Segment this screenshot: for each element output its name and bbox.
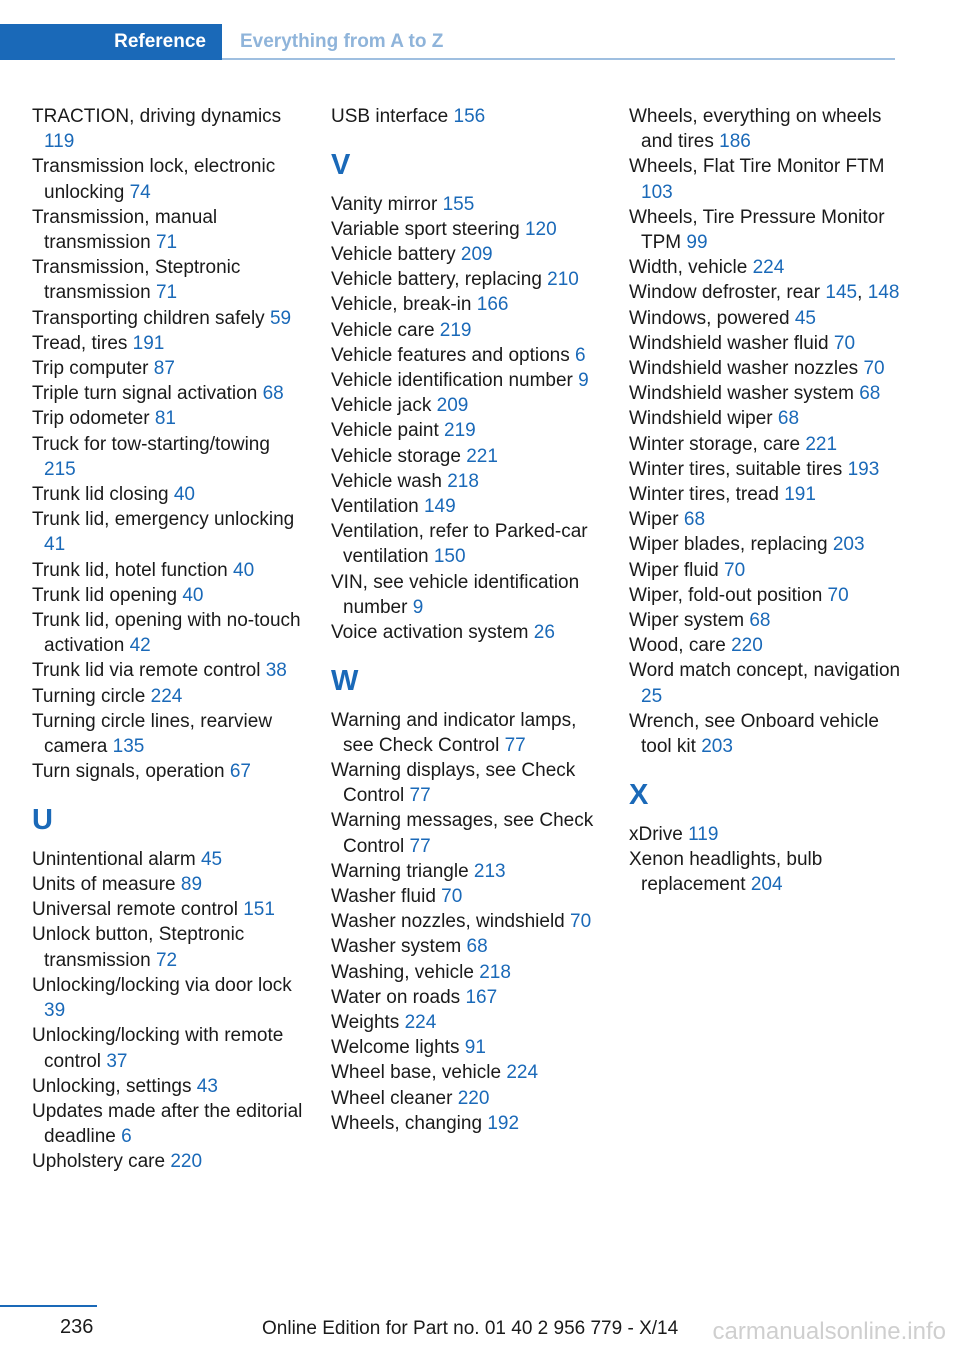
index-entry bbox=[32, 356, 304, 381]
page-link[interactable]: 77 bbox=[409, 835, 431, 857]
page-link[interactable]: 9 bbox=[412, 596, 424, 618]
index-term: Unintentional alarm bbox=[32, 848, 196, 870]
header-divider bbox=[222, 58, 895, 60]
page-link[interactable]: 119 bbox=[44, 131, 75, 153]
index-term: Vehicle battery, replacing bbox=[331, 269, 542, 291]
index-entry bbox=[32, 684, 304, 709]
index-term: Voice activation system bbox=[331, 622, 529, 644]
index-entry bbox=[32, 897, 304, 922]
index-entry bbox=[32, 847, 304, 872]
page-link[interactable]: 218 bbox=[447, 470, 479, 492]
index-term: Wheels, Flat Tire Monitor FTM bbox=[629, 156, 885, 178]
index-letter-heading: X bbox=[629, 779, 649, 812]
page-link[interactable]: 6 bbox=[575, 344, 586, 366]
page-link[interactable]: 119 bbox=[688, 823, 719, 845]
index-entry bbox=[331, 620, 603, 645]
index-entry bbox=[331, 444, 603, 469]
index-column-3 bbox=[629, 104, 901, 897]
index-term: Winter storage, care bbox=[629, 433, 801, 455]
index-term: Trunk lid, hotel function bbox=[32, 559, 228, 581]
page-link[interactable]: 59 bbox=[269, 307, 292, 329]
index-column-2 bbox=[331, 104, 603, 1136]
index-entry bbox=[629, 356, 901, 381]
page-link[interactable]: 156 bbox=[453, 106, 486, 127]
page-link[interactable]: 68 bbox=[466, 936, 488, 958]
index-entry bbox=[32, 331, 304, 356]
index-term: Water on roads bbox=[331, 986, 461, 1008]
index-entry bbox=[32, 583, 304, 608]
index-term: Wood, care bbox=[629, 635, 726, 657]
index-term: xDrive bbox=[629, 823, 683, 845]
index-entry bbox=[331, 418, 603, 443]
index-term: Washer system bbox=[331, 936, 462, 958]
index-term: Truck for tow-starting/towing bbox=[32, 433, 270, 455]
index-term: Warning and indicator lamps, see Check Control bbox=[331, 709, 577, 756]
page-link[interactable]: 220 bbox=[170, 1151, 203, 1173]
index-term: Transporting children safely bbox=[32, 307, 265, 329]
page-link[interactable]: 40 bbox=[233, 559, 255, 581]
index-entry bbox=[32, 255, 304, 305]
footer-divider bbox=[0, 1305, 97, 1307]
page-link[interactable]: 145 bbox=[825, 282, 858, 304]
index-term: Wrench, see Onboard vehicle tool kit bbox=[629, 710, 879, 758]
page-link[interactable]: 221 bbox=[466, 445, 498, 467]
index-entry bbox=[32, 406, 304, 431]
index-term: Windshield wiper bbox=[629, 408, 773, 430]
index-entry bbox=[331, 192, 603, 217]
index-term: Turning circle lines, rearview camera bbox=[32, 710, 273, 758]
page-link[interactable]: 155 bbox=[442, 193, 475, 215]
index-entry bbox=[32, 507, 304, 557]
page-link[interactable]: 70 bbox=[827, 584, 849, 606]
index-term: Universal remote control bbox=[32, 899, 238, 921]
index-term: Unlocking/locking with remote control bbox=[32, 1025, 284, 1072]
index-term: Transmission, Steptronic transmission bbox=[32, 257, 241, 304]
page-link[interactable]: 224 bbox=[404, 1012, 437, 1034]
page-link[interactable]: 209 bbox=[460, 244, 493, 265]
index-entry bbox=[331, 242, 603, 267]
index-term: Warning messages, see Check Control bbox=[331, 810, 594, 857]
index-entry bbox=[331, 1010, 603, 1035]
index-entry bbox=[629, 532, 901, 557]
index-term: Unlock button, Steptronic transmission bbox=[32, 924, 245, 971]
index-term: Vehicle, break-in bbox=[331, 294, 472, 316]
index-term: Unlocking/locking via door lock bbox=[32, 974, 292, 996]
index-term: Wiper blades, replacing bbox=[629, 534, 828, 556]
index-entry bbox=[331, 292, 603, 317]
page-link[interactable]: 89 bbox=[180, 874, 203, 896]
page-link[interactable]: 68 bbox=[683, 509, 706, 531]
page-link[interactable]: 77 bbox=[409, 785, 431, 807]
index-term: Turning circle bbox=[32, 685, 146, 707]
page-link[interactable]: 71 bbox=[155, 282, 178, 304]
index-entry bbox=[331, 343, 603, 368]
index-entry bbox=[32, 482, 304, 507]
section-tab-reference[interactable]: Reference bbox=[0, 24, 222, 60]
index-entry bbox=[32, 658, 304, 683]
index-entry bbox=[629, 331, 901, 356]
index-term: Wiper bbox=[629, 509, 679, 531]
index-entry bbox=[331, 909, 603, 934]
page-link[interactable]: 166 bbox=[476, 294, 509, 316]
index-entry bbox=[331, 1060, 603, 1085]
index-term: Trunk lid opening bbox=[32, 584, 178, 606]
index-entry bbox=[331, 267, 603, 292]
index-entry bbox=[629, 658, 901, 708]
index-entry bbox=[32, 1099, 304, 1149]
index-entry bbox=[331, 519, 603, 569]
index-term: Warning displays, see Check Control bbox=[331, 760, 576, 807]
index-term: Tread, tires bbox=[32, 332, 128, 354]
index-term: Trip computer bbox=[32, 358, 149, 380]
page-link[interactable]: 191 bbox=[784, 484, 816, 506]
page-link[interactable]: 186 bbox=[719, 131, 751, 153]
page-link[interactable]: 87 bbox=[153, 358, 175, 380]
page-link[interactable]: 203 bbox=[701, 736, 733, 758]
index-term: Vehicle jack bbox=[331, 395, 432, 417]
page-link[interactable]: 219 bbox=[439, 319, 472, 341]
index-entry bbox=[629, 709, 901, 759]
index-term: Weights bbox=[331, 1012, 400, 1034]
page-link[interactable]: 45 bbox=[794, 307, 816, 329]
index-term: Washer nozzles, windshield bbox=[331, 911, 565, 933]
index-term: TRACTION, driving dynamics bbox=[32, 106, 282, 127]
index-entry bbox=[32, 381, 304, 406]
page-link[interactable]: 167 bbox=[465, 986, 498, 1008]
index-entry bbox=[331, 708, 603, 758]
index-term: Trunk lid closing bbox=[32, 484, 169, 506]
page-link[interactable]: 68 bbox=[749, 610, 771, 632]
page-link[interactable]: 91 bbox=[464, 1037, 486, 1059]
index-letter-heading: U bbox=[32, 804, 53, 837]
page-link[interactable]: 25 bbox=[641, 685, 663, 707]
index-entry bbox=[629, 633, 901, 658]
index-term: Unlocking, settings bbox=[32, 1075, 192, 1097]
page-link[interactable]: 193 bbox=[847, 458, 880, 480]
index-term: Vehicle identification number bbox=[331, 370, 573, 392]
edition-text: Online Edition for Part no. 01 40 2 956 779 - X/14 bbox=[262, 1318, 679, 1339]
page-link[interactable]: 45 bbox=[200, 848, 223, 870]
index-term: Trunk lid, emergency unlocking bbox=[32, 509, 295, 531]
index-term: VIN, see vehicle identification number bbox=[331, 571, 580, 618]
index-letter-heading: W bbox=[331, 665, 359, 698]
page-link[interactable]: 221 bbox=[805, 433, 838, 455]
index-entry bbox=[629, 306, 901, 331]
index-term: Vehicle care bbox=[331, 319, 435, 341]
page-link[interactable]: 224 bbox=[506, 1062, 539, 1084]
index-entry bbox=[331, 985, 603, 1010]
section-tab-everything-a-to-z[interactable]: Everything from A to Z bbox=[240, 31, 444, 52]
index-term: Variable sport steering bbox=[331, 218, 520, 240]
page-link[interactable]: 220 bbox=[457, 1087, 490, 1109]
index-entry bbox=[32, 205, 304, 255]
page-link[interactable]: 41 bbox=[44, 534, 66, 556]
index-term: Winter tires, suitable tires bbox=[629, 458, 843, 480]
page-link[interactable]: 215 bbox=[44, 458, 76, 480]
page-link[interactable]: 39 bbox=[44, 1000, 66, 1022]
page-link[interactable]: 67 bbox=[229, 761, 251, 783]
index-entry bbox=[32, 759, 304, 784]
index-term: Windows, powered bbox=[629, 307, 790, 329]
index-term: Transmission, manual transmission bbox=[32, 206, 218, 254]
index-entry bbox=[331, 884, 603, 909]
index-term: Transmission lock, electronic unlocking bbox=[32, 156, 276, 203]
page-link[interactable]: 70 bbox=[863, 358, 885, 380]
index-entry bbox=[629, 457, 901, 482]
page-link[interactable]: 40 bbox=[182, 584, 204, 606]
page-link[interactable]: 219 bbox=[444, 420, 476, 442]
index-term: Xenon headlights, bulb replacement bbox=[629, 848, 823, 896]
index-entry bbox=[629, 608, 901, 633]
index-term: Ventilation, refer to Parked-car ventilation bbox=[331, 521, 588, 568]
index-term: Wiper, fold-out position bbox=[629, 584, 823, 606]
index-entry bbox=[629, 255, 901, 280]
index-entry bbox=[629, 381, 901, 406]
page-link[interactable]: 120 bbox=[524, 218, 557, 240]
index-term: Washing, vehicle bbox=[331, 961, 474, 983]
index-entry bbox=[331, 104, 603, 129]
page-link[interactable]: 26 bbox=[533, 622, 555, 644]
page-link[interactable]: 81 bbox=[154, 408, 176, 430]
index-term: Turn signals, operation bbox=[32, 761, 225, 783]
index-term: Warning triangle bbox=[331, 860, 469, 882]
watermark: carmanualsonline.info bbox=[712, 1318, 946, 1345]
index-entry bbox=[331, 494, 603, 519]
page-link[interactable]: 224 bbox=[752, 257, 785, 279]
index-term: Wiper fluid bbox=[629, 559, 719, 581]
index-entry bbox=[629, 583, 901, 608]
page-link[interactable]: 68 bbox=[859, 383, 881, 405]
index-term: Word match concept, navigation bbox=[629, 660, 901, 682]
index-term: Wheel base, vehicle bbox=[331, 1062, 502, 1084]
page-link[interactable]: 220 bbox=[731, 635, 763, 657]
index-term: Width, vehicle bbox=[629, 257, 748, 279]
index-term: Wheels, changing bbox=[331, 1112, 483, 1134]
index-term: Windshield washer fluid bbox=[629, 332, 829, 354]
page-link[interactable]: 191 bbox=[132, 332, 165, 354]
index-entry bbox=[331, 859, 603, 884]
index-term: Ventilation bbox=[331, 496, 419, 518]
index-entry bbox=[629, 406, 901, 431]
index-entry bbox=[32, 154, 304, 204]
index-entry bbox=[331, 570, 603, 620]
page-link[interactable]: 103 bbox=[641, 181, 673, 203]
page-link[interactable]: 99 bbox=[686, 232, 708, 254]
page-number: 236 bbox=[60, 1316, 94, 1338]
index-entry bbox=[629, 104, 901, 154]
index-term: USB interface bbox=[331, 106, 449, 127]
index-entry bbox=[331, 393, 603, 418]
page-link[interactable]: 37 bbox=[106, 1050, 128, 1072]
index-entry bbox=[629, 154, 901, 204]
page-link[interactable]: 210 bbox=[547, 269, 579, 291]
page-link[interactable]: 77 bbox=[504, 734, 526, 756]
index-term: Washer fluid bbox=[331, 886, 436, 908]
index-term: Trunk lid via remote control bbox=[32, 660, 261, 682]
index-term: Vanity mirror bbox=[331, 193, 438, 215]
index-term: Windshield washer nozzles bbox=[629, 358, 859, 380]
index-term: Wheels, Tire Pressure Monitor TPM bbox=[629, 206, 885, 254]
index-entry bbox=[32, 608, 304, 658]
page-link[interactable]: 38 bbox=[265, 660, 287, 682]
page-link[interactable]: 74 bbox=[129, 181, 151, 203]
index-entry bbox=[629, 558, 901, 583]
index-entry bbox=[629, 432, 901, 457]
page-link[interactable]: 72 bbox=[155, 949, 178, 971]
index-entry bbox=[32, 306, 304, 331]
index-entry bbox=[331, 1035, 603, 1060]
index-term: Welcome lights bbox=[331, 1037, 460, 1059]
page-link[interactable]: 224 bbox=[150, 685, 183, 707]
index-term: Wheel cleaner bbox=[331, 1087, 453, 1109]
index-entry bbox=[32, 1023, 304, 1073]
index-entry bbox=[629, 847, 901, 897]
index-entry: Window defroster, rear 145, 148 bbox=[629, 282, 900, 304]
page-link[interactable]: 70 bbox=[833, 332, 856, 354]
page-link[interactable]: 204 bbox=[750, 874, 783, 896]
page-link[interactable]: 203 bbox=[832, 534, 865, 556]
index-term: Triple turn signal activation bbox=[32, 383, 258, 405]
index-entry bbox=[331, 934, 603, 959]
index-entry bbox=[32, 432, 304, 482]
index-term: Vehicle features and options bbox=[331, 344, 570, 366]
index-entry bbox=[331, 758, 603, 808]
index-term: Trunk lid, opening with no-touch activation bbox=[32, 610, 301, 657]
index-term: Winter tires, tread bbox=[629, 484, 779, 506]
index-entry bbox=[331, 469, 603, 494]
index-term: Wiper system bbox=[629, 610, 745, 632]
index-entry bbox=[331, 1111, 603, 1136]
page-link[interactable]: 68 bbox=[777, 408, 800, 430]
index-term: Updates made after the editorial deadline bbox=[32, 1100, 303, 1148]
index-entry bbox=[331, 1086, 603, 1111]
page-link[interactable]: 209 bbox=[436, 395, 469, 417]
index-entry bbox=[32, 709, 304, 759]
index-column-1 bbox=[32, 104, 304, 1175]
index-entry bbox=[32, 558, 304, 583]
page-link[interactable]: 218 bbox=[479, 961, 511, 983]
page-link[interactable]: 40 bbox=[173, 484, 195, 506]
index-entry bbox=[32, 1074, 304, 1099]
page-link[interactable]: 9 bbox=[578, 370, 589, 392]
page-link[interactable]: 150 bbox=[433, 546, 466, 568]
page-link[interactable]: 42 bbox=[129, 635, 151, 657]
index-letter-heading: V bbox=[331, 149, 351, 182]
page-link[interactable]: 192 bbox=[487, 1112, 520, 1134]
index-entry bbox=[629, 205, 901, 255]
page-link[interactable]: 70 bbox=[724, 559, 746, 581]
index-term: Trip odometer bbox=[32, 408, 150, 430]
page-link[interactable]: 70 bbox=[570, 911, 592, 933]
page-link[interactable]: 71 bbox=[155, 232, 178, 254]
page-link[interactable]: 70 bbox=[441, 886, 463, 908]
page-link[interactable]: 148 bbox=[867, 282, 900, 304]
index-entry bbox=[32, 1149, 304, 1174]
index-term: Vehicle wash bbox=[331, 470, 442, 492]
index-term: Vehicle storage bbox=[331, 445, 461, 467]
index-entry bbox=[32, 104, 304, 154]
page-link[interactable]: 68 bbox=[262, 383, 284, 405]
index-term: Vehicle battery bbox=[331, 244, 456, 265]
index-entry bbox=[629, 822, 901, 847]
page-link[interactable]: 149 bbox=[423, 496, 456, 518]
index-term: Vehicle paint bbox=[331, 420, 439, 442]
index-entry bbox=[331, 960, 603, 985]
index-entry bbox=[32, 872, 304, 897]
index-entry bbox=[331, 318, 603, 343]
index-term: Upholstery care bbox=[32, 1151, 166, 1173]
page-link[interactable]: 43 bbox=[196, 1075, 218, 1097]
index-entry bbox=[331, 217, 603, 242]
page-link[interactable]: 6 bbox=[121, 1126, 132, 1148]
page-link[interactable]: 135 bbox=[112, 736, 145, 758]
index-term: Window defroster, rear bbox=[629, 282, 821, 304]
index-entry bbox=[331, 368, 603, 393]
index-term: Units of measure bbox=[32, 874, 176, 896]
page-link[interactable]: 213 bbox=[473, 860, 506, 882]
index-entry bbox=[629, 482, 901, 507]
index-entry bbox=[32, 973, 304, 1023]
index-entry bbox=[331, 808, 603, 858]
index-entry bbox=[32, 922, 304, 972]
page-link[interactable]: 151 bbox=[243, 899, 275, 921]
index-term: Wheels, everything on wheels and tires bbox=[629, 106, 882, 153]
page-header bbox=[0, 24, 895, 60]
index-term: Windshield washer system bbox=[629, 383, 854, 405]
index-entry bbox=[629, 507, 901, 532]
